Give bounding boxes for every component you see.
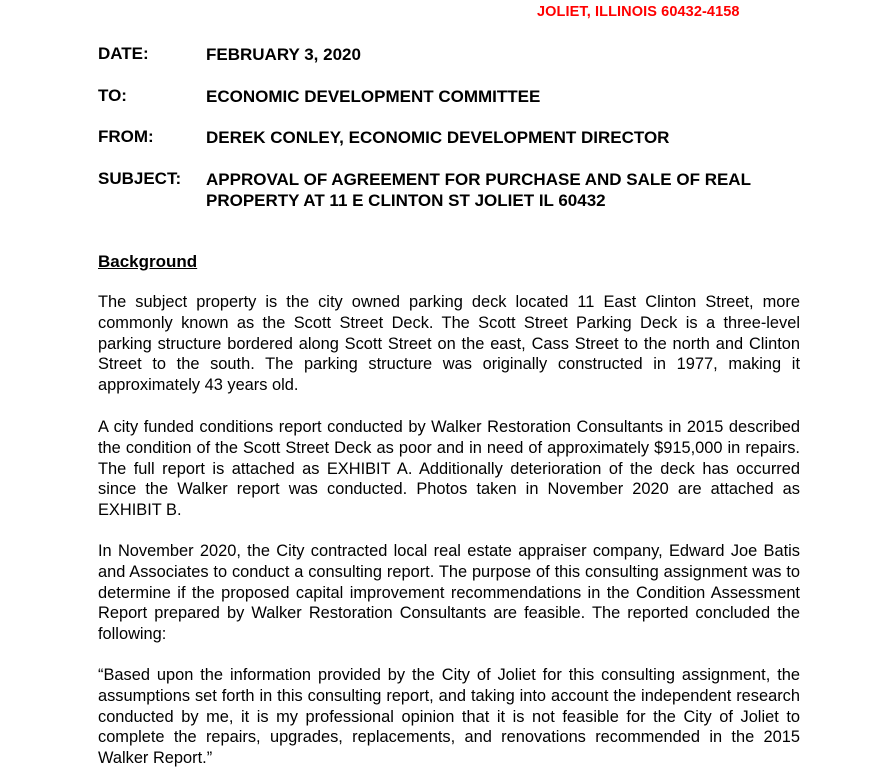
- subject-value: APPROVAL OF AGREEMENT FOR PURCHASE AND SALE OF REAL PROPERTY AT 11 E CLINTON ST JOLIET IL 60432: [206, 170, 751, 210]
- from-value: DEREK CONLEY, ECONOMIC DEVELOPMENT DIRECTOR: [206, 128, 670, 147]
- background-heading: Background: [98, 252, 198, 271]
- background-paragraph-1: The subject property is the city owned parking deck located 11 East Clinton Street, more commonly known as the Scott Street Deck. The Scott Street Parking Deck is a three-level parking structure bordered along Scott Street on the east, Cass Street to the north and Clinton Street to the south. The parking structure was originally constructed in 1977, making it approximately 43 years old.: [98, 293, 800, 395]
- subject-label: SUBJECT:: [98, 169, 182, 188]
- date-value: FEBRUARY 3, 2020: [206, 45, 361, 64]
- background-paragraph-3: In November 2020, the City contracted local real estate appraiser company, Edward Joe Batis and Associates to conduct a consulting report. The purpose of this consulting assignment was to determine if the proposed capital improvement recommendations in the Condition Assessment Report prepared by Walker Restoration Consultants are feasible. The reported concluded the following:: [98, 542, 800, 644]
- quoted-conclusion-paragraph: “Based upon the information provided by the City of Joliet for this consulting assignment, the assumptions set forth in this consulting report, and taking into account the independent research conducted by me, it is my professional opinion that it is not feasible for the City of Joliet to complete the repairs, upgrades, replacements, and renovations recommended in the 2015 Walker Report.”: [98, 666, 800, 768]
- date-label: DATE:: [98, 44, 149, 63]
- to-value: ECONOMIC DEVELOPMENT COMMITTEE: [206, 87, 541, 106]
- letterhead-address: JOLIET, ILLINOIS 60432-4158: [537, 4, 740, 20]
- from-label: FROM:: [98, 127, 154, 146]
- background-paragraph-2: A city funded conditions report conducted by Walker Restoration Consultants in 2015 described the condition of the Scott Street Deck as poor and in need of approximately $915,000 in repairs. The full report is attached as EXHIBIT A. Additionally deterioration of the deck has occurred since the Walker report was conducted. Photos taken in November 2020 are attached as EXHIBIT B.: [98, 418, 800, 520]
- to-label: TO:: [98, 86, 127, 105]
